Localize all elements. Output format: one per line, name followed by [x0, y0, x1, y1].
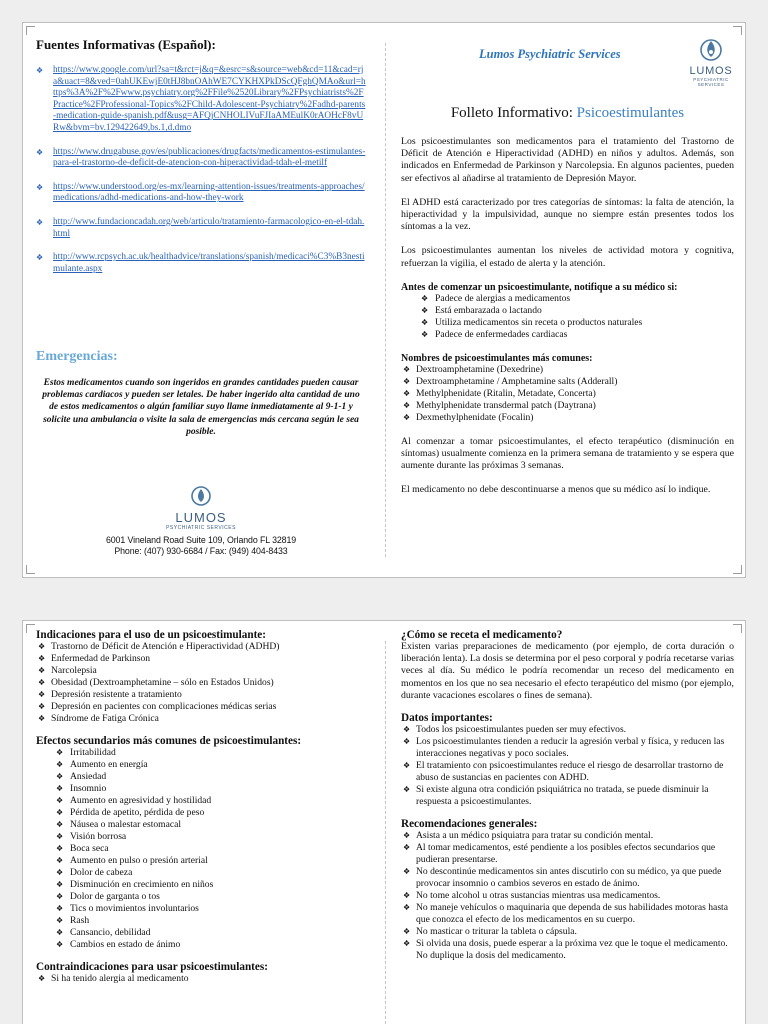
- logo-text: LUMOS: [689, 65, 733, 77]
- bullet-icon: ❖: [56, 844, 64, 853]
- corner-mark: [733, 565, 742, 574]
- list-item: [401, 364, 734, 376]
- list-item: [401, 890, 734, 902]
- bullet-icon: ❖: [56, 928, 64, 937]
- brochure-title-highlight: Psicoestimulantes: [576, 105, 685, 121]
- bullet-icon: ❖: [38, 666, 46, 675]
- list-item: [401, 412, 734, 424]
- list-item-text: Methylphenidate (Ritalin, Metadate, Concerta): [416, 387, 596, 399]
- list-item-text: Dexmethylphenidate (Focalin): [416, 411, 534, 423]
- list-item: [36, 891, 366, 903]
- list-item-text: Trastorno de Déficit de Atención e Hiperactividad (ADHD): [51, 641, 280, 652]
- bullet-icon: ❖: [36, 217, 44, 227]
- list-item-text: Depresión en pacientes con complicaciones médicas serias: [51, 701, 277, 712]
- list-item-text: Si existe alguna otra condición psiquiátrica no tratada, se puede disminuir la respuesta a psicoestimulantes.: [416, 784, 709, 808]
- source-link[interactable]: [36, 182, 366, 205]
- bullet-icon: ❖: [403, 903, 411, 913]
- brochure-page-back: [22, 620, 746, 1024]
- list-item: [36, 973, 366, 985]
- list-item: [36, 819, 366, 831]
- lumos-logo-icon: [697, 37, 725, 63]
- list-item: [36, 653, 366, 665]
- bullet-icon: ❖: [56, 916, 64, 925]
- emergencies-title: Emergencias:: [36, 349, 118, 364]
- brand-name: [479, 47, 679, 62]
- list-item: [36, 927, 366, 939]
- list-item-text: Los psicoestimulantes tienden a reducir la agresión verbal y física, y reducen las interacciones negativas y poco sociales.: [416, 736, 725, 760]
- bullet-icon: ❖: [38, 654, 46, 663]
- corner-mark: [26, 624, 35, 633]
- bullet-icon: ❖: [421, 317, 429, 327]
- list-item-text: Si ha tenido alergia al medicamento: [51, 973, 189, 984]
- list-item: [36, 903, 366, 915]
- indications-heading: Indicaciones para el uso de un psicoestimulante:: [36, 629, 266, 641]
- how-heading: ¿Cómo se receta el medicamento?: [401, 629, 563, 641]
- bullet-icon: ❖: [38, 678, 46, 687]
- brand-title: Lumos Psychiatric Services: [479, 47, 621, 61]
- list-item-text: Síndrome de Fatiga Crónica: [51, 713, 159, 724]
- bullet-icon: ❖: [56, 940, 64, 949]
- contraindications-heading: Contraindicaciones para usar psicoestimulantes:: [36, 961, 268, 973]
- bullet-icon: ❖: [403, 785, 411, 795]
- list-item: [36, 665, 366, 677]
- list-item: [36, 807, 366, 819]
- list-item-text: No descontinúe medicamentos sin antes discutirlo con su médico, ya que puede provocar insomnio o cambios severos en estado de ánimo.: [416, 866, 722, 890]
- bullet-icon: ❖: [403, 376, 411, 386]
- bullet-icon: ❖: [403, 843, 411, 853]
- recs-list: [401, 830, 734, 962]
- bullet-icon: ❖: [403, 761, 411, 771]
- bullet-icon: ❖: [38, 714, 46, 723]
- fold-line: [385, 641, 386, 1024]
- facts-heading: Datos importantes:: [401, 712, 493, 725]
- list-item-text: Al tomar medicamentos, esté pendiente a los posibles efectos secundarios que pudieran presentarse.: [416, 842, 716, 866]
- bullet-icon: ❖: [403, 412, 411, 422]
- bullet-icon: ❖: [38, 702, 46, 711]
- bullet-icon: ❖: [36, 253, 44, 263]
- list-item: [401, 724, 734, 736]
- list-item-text: Methylphenidate transdermal patch (Daytrana): [416, 399, 596, 411]
- source-link-text: https://www.drugabuse.gov/es/publicaciones/drugfacts/medicamentos-estimulantes-para-el-trastorno-de-deficit-de-atencion-con-hiperactividad-tdah-el-metilf: [53, 146, 366, 169]
- header-logo: [687, 37, 735, 87]
- bullet-icon: ❖: [56, 832, 64, 841]
- logo-subtext: PSYCHIATRIC SERVICES: [693, 77, 729, 87]
- list-item-text: Rash: [70, 915, 90, 926]
- list-item-text: Pérdida de apetito, pérdida de peso: [70, 807, 205, 818]
- list-item-text: Está embarazada o lactando: [435, 304, 542, 316]
- corner-mark: [733, 624, 742, 633]
- bullet-icon: ❖: [403, 364, 411, 374]
- list-item-text: Dolor de garganta o tos: [70, 891, 160, 902]
- bullet-icon: ❖: [56, 820, 64, 829]
- list-item: [36, 713, 366, 725]
- list-item: [401, 902, 734, 926]
- list-item: [401, 400, 734, 412]
- list-item-text: Insomnio: [70, 783, 107, 794]
- source-link-text: http://www.fundacioncadah.org/web/articulo/tratamiento-farmacologico-en-el-tdah.html: [53, 216, 365, 239]
- source-link-text: https://www.google.com/url?sa=t&rct=j&q=&esrc=s&source=web&cd=11&cad=rja&uact=8&ved=0ahUKEwjE0tHJ8bnOAhWE7CYKHXPkDScQFghQMAo&url=https%3A%2F%2Fwww.psychiatry.org%2FFile%2520Library%2FPsychiatrists%2FPractice%2FProfessional-Topics%2FChild-Adolescent-Psychiatry%2Fadhd-parents-medication-guide-spanish.pdf&usg=AFQjCNHOLIVuFJIaAMEulK0rAOHcF8vURw&bvm=bv.129422649,bs.1,d.dmo: [53, 65, 366, 133]
- list-item: [401, 784, 734, 808]
- brochure-title: [401, 105, 734, 122]
- list-item: [36, 689, 366, 701]
- bullet-icon: ❖: [56, 748, 64, 757]
- bullet-icon: ❖: [403, 927, 411, 937]
- bullet-icon: ❖: [36, 182, 44, 192]
- bullet-icon: ❖: [38, 690, 46, 699]
- list-item: [36, 915, 366, 927]
- list-item: [36, 783, 366, 795]
- list-item-text: Depresión resistente a tratamiento: [51, 689, 182, 700]
- prescription-column: [401, 629, 734, 962]
- list-item: [36, 759, 366, 771]
- list-item: [401, 926, 734, 938]
- list-item: [36, 677, 366, 689]
- bullet-icon: ❖: [421, 305, 429, 315]
- bullet-icon: ❖: [403, 400, 411, 410]
- list-item: [401, 317, 734, 329]
- bullet-icon: ❖: [403, 737, 411, 747]
- list-item-text: Narcolepsia: [51, 665, 97, 676]
- contraindications-list: [36, 973, 366, 985]
- bullet-icon: ❖: [403, 867, 411, 877]
- list-item: [36, 867, 366, 879]
- list-item-text: Asista a un médico psiquiatra para tratar su condición mental.: [416, 830, 654, 842]
- list-item: [36, 879, 366, 891]
- facts-list: [401, 724, 734, 808]
- bullet-icon: ❖: [56, 856, 64, 865]
- source-link[interactable]: [36, 217, 366, 240]
- bullet-icon: ❖: [56, 772, 64, 781]
- list-item: [36, 843, 366, 855]
- outro-paragraph: Al comenzar a tomar psicoestimulantes, el efecto terapéutico (disminución en síntomas) usualmente comienza en la primera semana de tratamiento y se espera que aumente durante las próximas 3 semanas.: [401, 435, 734, 472]
- bullet-icon: ❖: [421, 329, 429, 339]
- logo-text: LUMOS: [175, 510, 227, 525]
- emergencies-section: [36, 349, 366, 438]
- bullet-icon: ❖: [56, 796, 64, 805]
- source-link[interactable]: [36, 65, 366, 135]
- emergencies-text: Estos medicamentos cuando son ingeridos en grandes cantidades pueden causar problemas cardiacos y pueden ser letales. De haber ingerido alta cantidad de uno de estos medicamentos o algún familiar suyo llame inmediatamente al 9-1-1 y solicite una ambulancia o visite la sala de emergencias más cercana según le sea posible.: [42, 378, 360, 437]
- source-link[interactable]: [36, 147, 366, 170]
- list-item: [36, 747, 366, 759]
- list-item: [36, 855, 366, 867]
- list-item-text: Irritabilidad: [70, 747, 116, 758]
- intro-paragraph: Los psicoestimulantes son medicamentos para el tratamiento del Trastorno de Déficit de Atención e Hiperactividad (ADHD) en niños y adultos. Además, son indicados en Enfermedad de Parkinson y Narcolepsia. En algunos pacientes, pueden ser efectivos al añadirse al tratamiento de Depresión Mayor.: [401, 136, 734, 184]
- intro-paragraph: El ADHD está caracterizado por tres categorías de síntomas: la falta de atención, la hiperactividad y la impulsividad, aunque no siempre están presentes todos los síntomas a la vez.: [401, 196, 734, 233]
- source-link-text: http://www.rcpsych.ac.uk/healthadvice/translations/spanish/medicaci%C3%B3nestimulante.aspx: [53, 252, 365, 274]
- sources-list: [36, 65, 366, 275]
- list-item-text: No masticar o triturar la tableta o cápsula.: [416, 926, 577, 938]
- side-effects-list: [36, 747, 366, 951]
- list-item: [401, 760, 734, 784]
- list-item: [36, 771, 366, 783]
- list-item: [401, 736, 734, 760]
- sources-section: [36, 37, 366, 275]
- bullet-icon: ❖: [403, 939, 411, 949]
- bullet-icon: ❖: [403, 891, 411, 901]
- list-item-text: Si olvida una dosis, puede esperar a la próxima vez que le toque el medicamento. No duplique la dosis del medicamento.: [416, 938, 728, 962]
- bullet-icon: ❖: [36, 147, 44, 157]
- list-item-text: Padece de enfermedades cardiacas: [435, 328, 568, 340]
- list-item: [36, 641, 366, 653]
- list-item: [401, 329, 734, 341]
- source-link-text: https://www.understood.org/es-mx/learning-attention-issues/treatments-approaches/medications/adhd-medications-and-how-they-work: [53, 181, 365, 204]
- list-item: [36, 831, 366, 843]
- bullet-icon: ❖: [403, 831, 411, 841]
- lumos-logo-icon: [188, 485, 214, 507]
- list-item-text: Ansiedad: [70, 771, 107, 782]
- list-item-text: El tratamiento con psicoestimulantes reduce el riesgo de desarrollar trastorno de abuso de sustancias en pacientes con ADHD.: [416, 760, 724, 784]
- side-effects-heading: Efectos secundarios más comunes de psicoestimulantes:: [36, 735, 302, 747]
- list-item-text: Utiliza medicamentos sin receta o productos naturales: [435, 316, 643, 328]
- recs-heading: Recomendaciones generales:: [401, 818, 538, 831]
- list-item-text: Obesidad (Dextroamphetamine – sólo en Estados Unidos): [51, 677, 274, 688]
- outro-paragraph: El medicamento no debe descontinuarse a menos que su médico así lo indique.: [401, 484, 711, 496]
- list-item: [401, 305, 734, 317]
- info-column: [401, 136, 734, 497]
- list-item-text: Dextroamphetamine (Dexedrine): [416, 363, 544, 375]
- bullet-icon: ❖: [56, 880, 64, 889]
- list-item: [401, 842, 734, 866]
- list-item-text: Aumento en pulso o presión arterial: [70, 855, 208, 866]
- list-item-text: Cambios en estado de ánimo: [70, 939, 181, 950]
- source-link[interactable]: [36, 252, 366, 275]
- bullet-icon: ❖: [56, 904, 64, 913]
- bullet-icon: ❖: [403, 725, 411, 735]
- names-heading: Nombres de psicoestimulantes más comunes:: [401, 352, 593, 364]
- list-item-text: Dextroamphetamine / Amphetamine salts (Adderall): [416, 375, 618, 387]
- bullet-icon: ❖: [38, 642, 46, 651]
- list-item-text: Aumento en agresividad y hostilidad: [70, 795, 212, 806]
- corner-mark: [26, 26, 35, 35]
- list-item-text: Enfermedad de Parkinson: [51, 653, 151, 664]
- list-item: [401, 830, 734, 842]
- logo-subtext: PSYCHIATRIC SERVICES: [166, 525, 236, 531]
- list-item-text: No tome alcohol u otras sustancias mientras usa medicamentos.: [416, 890, 661, 902]
- corner-mark: [733, 26, 742, 35]
- before-list: [401, 293, 734, 341]
- corner-mark: [26, 565, 35, 574]
- list-item-text: No maneje vehículos o maquinaria que dependa de sus habilidades motoras hasta que conozca el efecto de los medicamentos en su cuerpo.: [416, 902, 728, 926]
- bullet-icon: ❖: [56, 808, 64, 817]
- list-item: [36, 795, 366, 807]
- list-item: [401, 938, 734, 962]
- how-paragraph: Existen varias preparaciones de medicamento (por ejemplo, de corta duración o liberación lenta). La dosis se determina por el peso corporal y podría recetarse varias veces al día. Su médico le podría recomendar un receso del medicamento en momentos en los que no sea necesario el efecto terapéutico del mismo (por ejemplo, durante vacaciones escolares o fines de semana).: [401, 641, 734, 701]
- list-item: [401, 376, 734, 388]
- indications-section: [36, 629, 366, 985]
- bullet-icon: ❖: [38, 974, 46, 983]
- intro-paragraph: Los psicoestimulantes aumentan los niveles de actividad motora y cognitiva, refuerzan la vigilia, el estado de alerta y la atención.: [401, 245, 734, 269]
- before-heading: Antes de comenzar un psicoestimulante, notifique a su médico si:: [401, 281, 678, 293]
- sources-heading: Fuentes Informativas (Español):: [36, 37, 216, 52]
- bullet-icon: ❖: [403, 388, 411, 398]
- list-item-text: Disminución en crecimiento en niños: [70, 879, 214, 890]
- address-line: 6001 Vineland Road Suite 109, Orlando FL 32819: [105, 535, 297, 545]
- bullet-icon: ❖: [421, 293, 429, 303]
- list-item-text: Visión borrosa: [70, 831, 127, 842]
- phone-fax-line: Phone: (407) 930-6684 / Fax: (949) 404-8433: [114, 546, 288, 556]
- list-item-text: Todos los psicoestimulantes pueden ser muy efectivos.: [416, 724, 627, 736]
- list-item-text: Aumento en energía: [70, 759, 148, 770]
- list-item-text: Boca seca: [70, 843, 109, 854]
- list-item-text: Dolor de cabeza: [70, 867, 133, 878]
- bullet-icon: ❖: [56, 784, 64, 793]
- bullet-icon: ❖: [36, 66, 44, 75]
- names-list: [401, 364, 734, 424]
- list-item: [36, 701, 366, 713]
- list-item: [401, 866, 734, 890]
- bullet-icon: ❖: [56, 760, 64, 769]
- list-item-text: Cansancio, debilidad: [70, 927, 151, 938]
- list-item: [401, 293, 734, 305]
- list-item-text: Náusea o malestar estomacal: [70, 819, 182, 830]
- list-item: [36, 939, 366, 951]
- bullet-icon: ❖: [56, 868, 64, 877]
- bullet-icon: ❖: [56, 892, 64, 901]
- fold-line: [385, 43, 386, 557]
- brochure-page-front: [22, 22, 746, 578]
- list-item-text: Padece de alergias a medicamentos: [435, 292, 571, 304]
- footer-logo-block: [36, 485, 366, 557]
- brochure-title-prefix: Folleto Informativo:: [450, 105, 577, 121]
- indications-list: [36, 641, 366, 725]
- list-item-text: Tics o movimientos involuntarios: [70, 903, 199, 914]
- list-item: [401, 388, 734, 400]
